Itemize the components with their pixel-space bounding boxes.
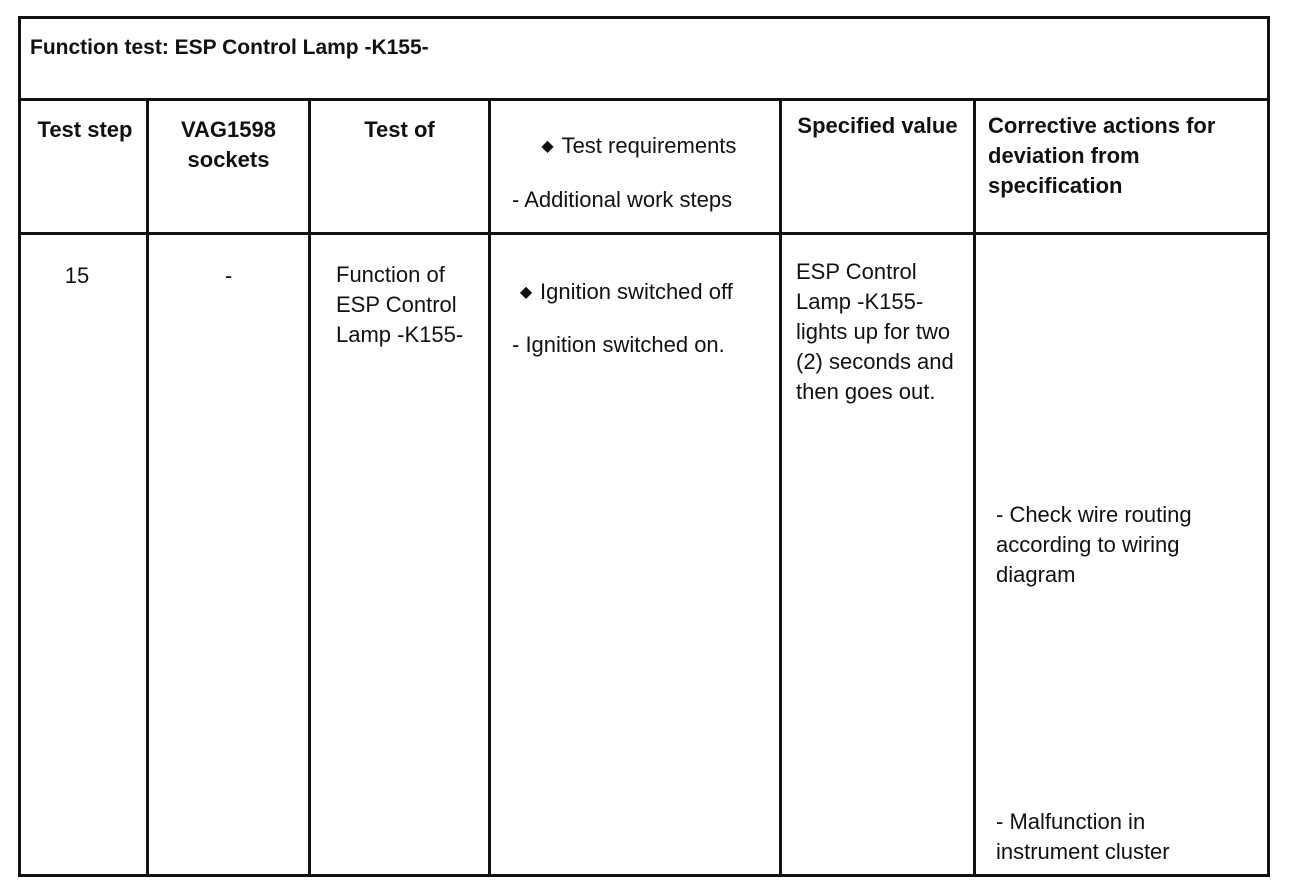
- column-divider: [973, 101, 976, 874]
- header-test-of: Test of: [364, 117, 435, 142]
- cell-requirement: [512, 277, 782, 308]
- header-specified-value: Specified value: [797, 113, 958, 138]
- header-test-step: Test step: [37, 117, 133, 142]
- cell-requirement-label: Ignition switched off: [540, 279, 733, 304]
- bullet-icon: ◆: [541, 138, 554, 155]
- header-test-requirements: [491, 131, 779, 162]
- header-sockets: VAG1598 sockets: [181, 117, 276, 172]
- cell-test-step: 15: [64, 263, 90, 288]
- cell-specified-value: ESP Control Lamp -K155- lights up for two (2) seconds and then goes out.: [796, 259, 954, 404]
- column-divider: [488, 101, 491, 874]
- table-title-row: [21, 19, 1267, 101]
- cell-additional-step: - Ignition switched on.: [512, 332, 725, 357]
- header-additional-steps: - Additional work steps: [512, 187, 733, 212]
- header-corrective-actions: Corrective actions for deviation from specification: [988, 113, 1216, 198]
- column-divider: [308, 101, 311, 874]
- table-title: Function test: ESP Control Lamp -K155-: [30, 36, 429, 59]
- cell-test-of: Function of ESP Control Lamp -K155-: [336, 262, 464, 347]
- header-requirements-label: Test requirements: [561, 133, 737, 158]
- bullet-icon: ◆: [519, 284, 533, 301]
- column-divider: [779, 101, 782, 874]
- cell-corrective-action-2: - Malfunction in instrument cluster: [996, 809, 1170, 864]
- function-test-table: [18, 16, 1270, 877]
- column-divider: [146, 101, 149, 874]
- cell-sockets: -: [224, 263, 233, 288]
- cell-corrective-action-1: - Check wire routing according to wiring diagram: [996, 502, 1192, 587]
- header-divider: [21, 232, 1267, 235]
